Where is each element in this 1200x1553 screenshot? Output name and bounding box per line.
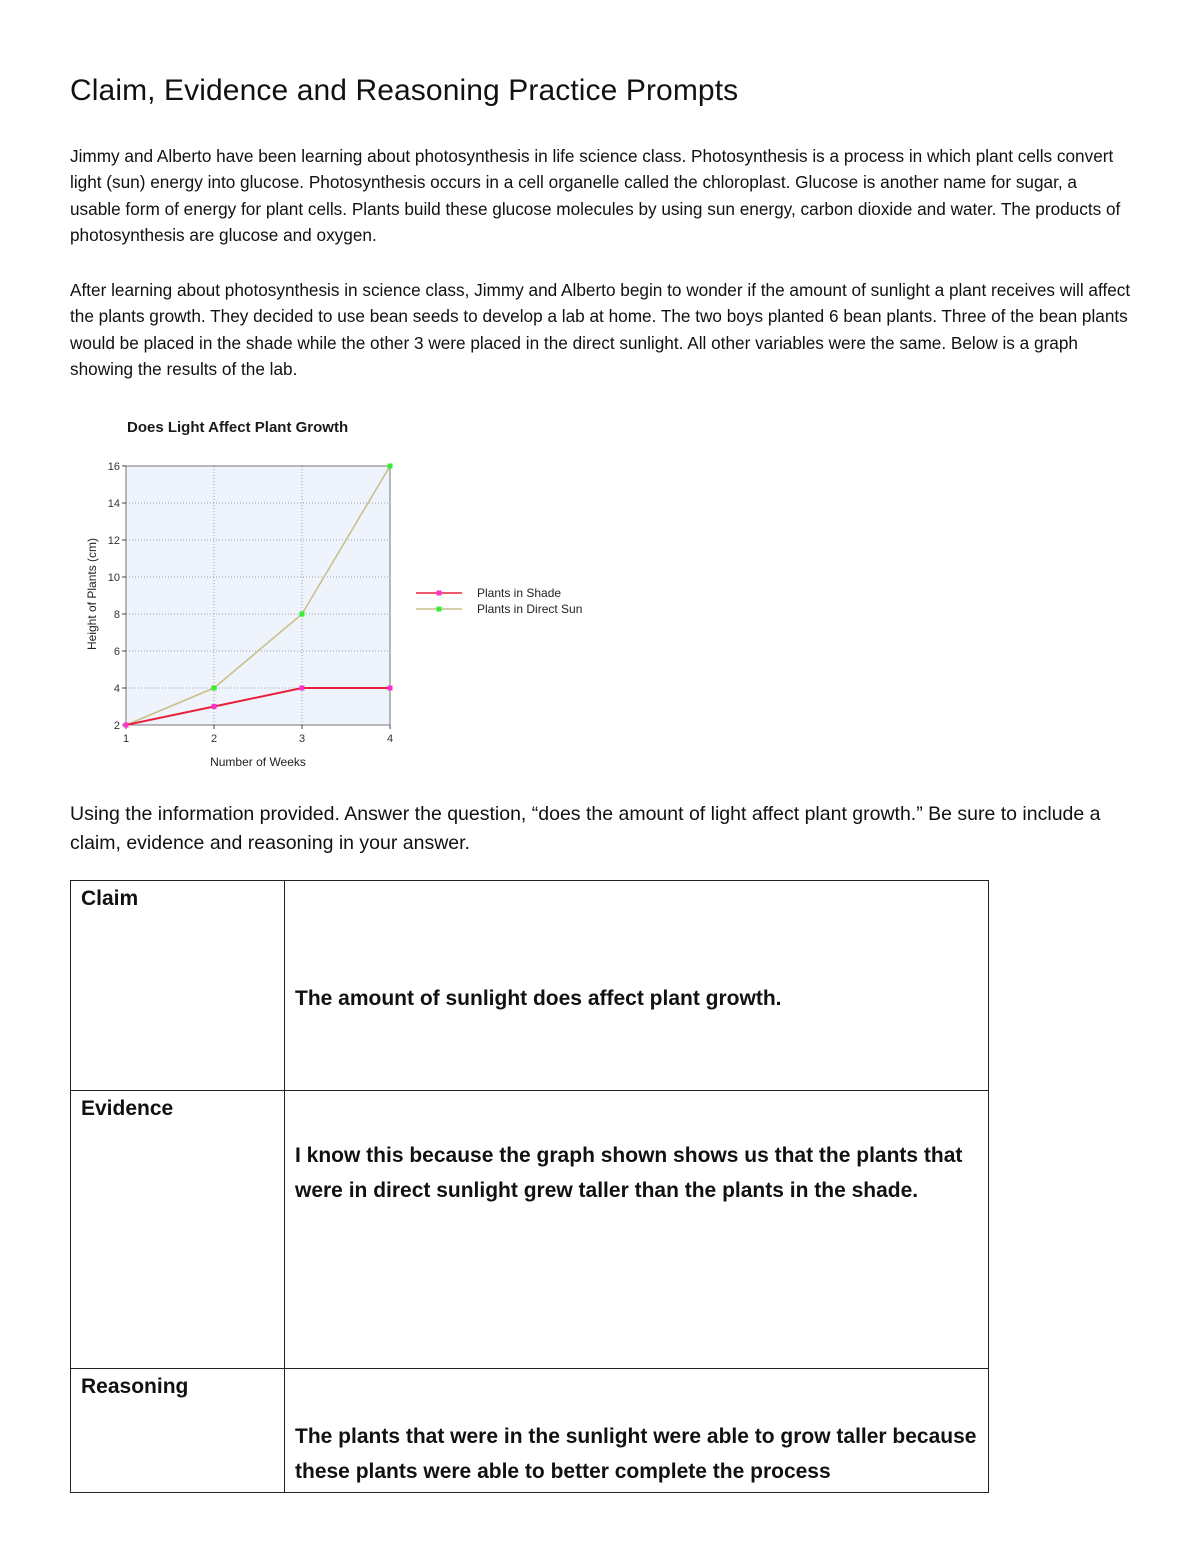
- data-point: [388, 686, 393, 691]
- y-tick-label: 8: [113, 609, 120, 621]
- data-point: [300, 612, 305, 617]
- x-tick-label: 2: [210, 733, 218, 745]
- data-point: [300, 686, 305, 691]
- legend-marker: [437, 591, 442, 596]
- plot-area: [126, 466, 390, 725]
- y-tick-label: 12: [107, 535, 120, 547]
- data-point: [212, 686, 217, 691]
- claim-cell: [285, 881, 989, 1091]
- reasoning-label: Reasoning: [71, 1369, 285, 1493]
- evidence-label: Evidence: [71, 1091, 285, 1369]
- intro-paragraph: Jimmy and Alberto have been learning about photosynthesis in life science class. Photosynthesis is a process in which plant cells convert light (sun) energy into glucose. Photosynthesis occurs in a cell organelle called the chloroplast. Glucose is another name for sugar, a usable form of energy for plant cells. Plants build these glucose molecules by using sun energy, carbon dioxide and water. The products of photosynthesis are glucose and oxygen.: [70, 146, 1121, 246]
- table-row: [71, 1091, 989, 1369]
- chart-title: Does Light Affect Plant Growth: [127, 419, 349, 436]
- legend-label: Plants in Direct Sun: [477, 602, 583, 616]
- x-axis-label: Number of Weeks: [210, 755, 306, 769]
- y-tick-label: 10: [107, 572, 120, 584]
- table-row: [71, 881, 989, 1091]
- x-tick-label: 1: [122, 733, 130, 745]
- evidence-cell: [285, 1091, 989, 1369]
- claim-answer: The amount of sunlight does affect plant growth.: [295, 987, 782, 1010]
- claim-label: Claim: [71, 881, 285, 1091]
- y-tick-label: 4: [113, 683, 120, 695]
- legend-label: Plants in Shade: [477, 586, 562, 600]
- data-point: [212, 704, 217, 709]
- data-point: [388, 464, 393, 469]
- cer-table: [70, 880, 989, 1493]
- x-tick-label: 4: [386, 733, 394, 745]
- chart-svg: [78, 408, 638, 780]
- y-tick-label: 16: [107, 461, 120, 473]
- page-title: Claim, Evidence and Reasoning Practice Prompts: [70, 74, 739, 107]
- reasoning-answer: The plants that were in the sunlight were able to grow taller because these plants were able to better complete the process: [295, 1425, 977, 1483]
- y-axis-label: Height of Plants (cm): [85, 537, 99, 651]
- question-paragraph: Using the information provided. Answer the question, “does the amount of light affect plant growth.” Be sure to include a claim, evidence and reasoning in your answer.: [70, 803, 1101, 854]
- legend-marker: [437, 607, 442, 612]
- lab-setup-paragraph: After learning about photosynthesis in science class, Jimmy and Alberto begin to wonder if the amount of sunlight a plant receives will affect the plants growth. They decided to use bean seeds to develop a lab at home. The two boys planted 6 bean plants. Three of the bean plants would be placed in the shade while the other 3 were placed in the direct sunlight. All other variables were the same. Below is a graph showing the results of the lab.: [70, 280, 1131, 380]
- x-tick-label: 3: [298, 733, 306, 745]
- data-point: [124, 723, 129, 728]
- table-row: [71, 1369, 989, 1493]
- y-tick-label: 14: [107, 498, 120, 510]
- evidence-answer: I know this because the graph shown shows us that the plants that were in direct sunlight grew taller than the plants in the shade.: [295, 1144, 963, 1202]
- y-tick-label: 6: [113, 646, 120, 658]
- reasoning-cell: [285, 1369, 989, 1493]
- plant-growth-chart: [78, 408, 638, 780]
- y-tick-label: 2: [113, 720, 120, 732]
